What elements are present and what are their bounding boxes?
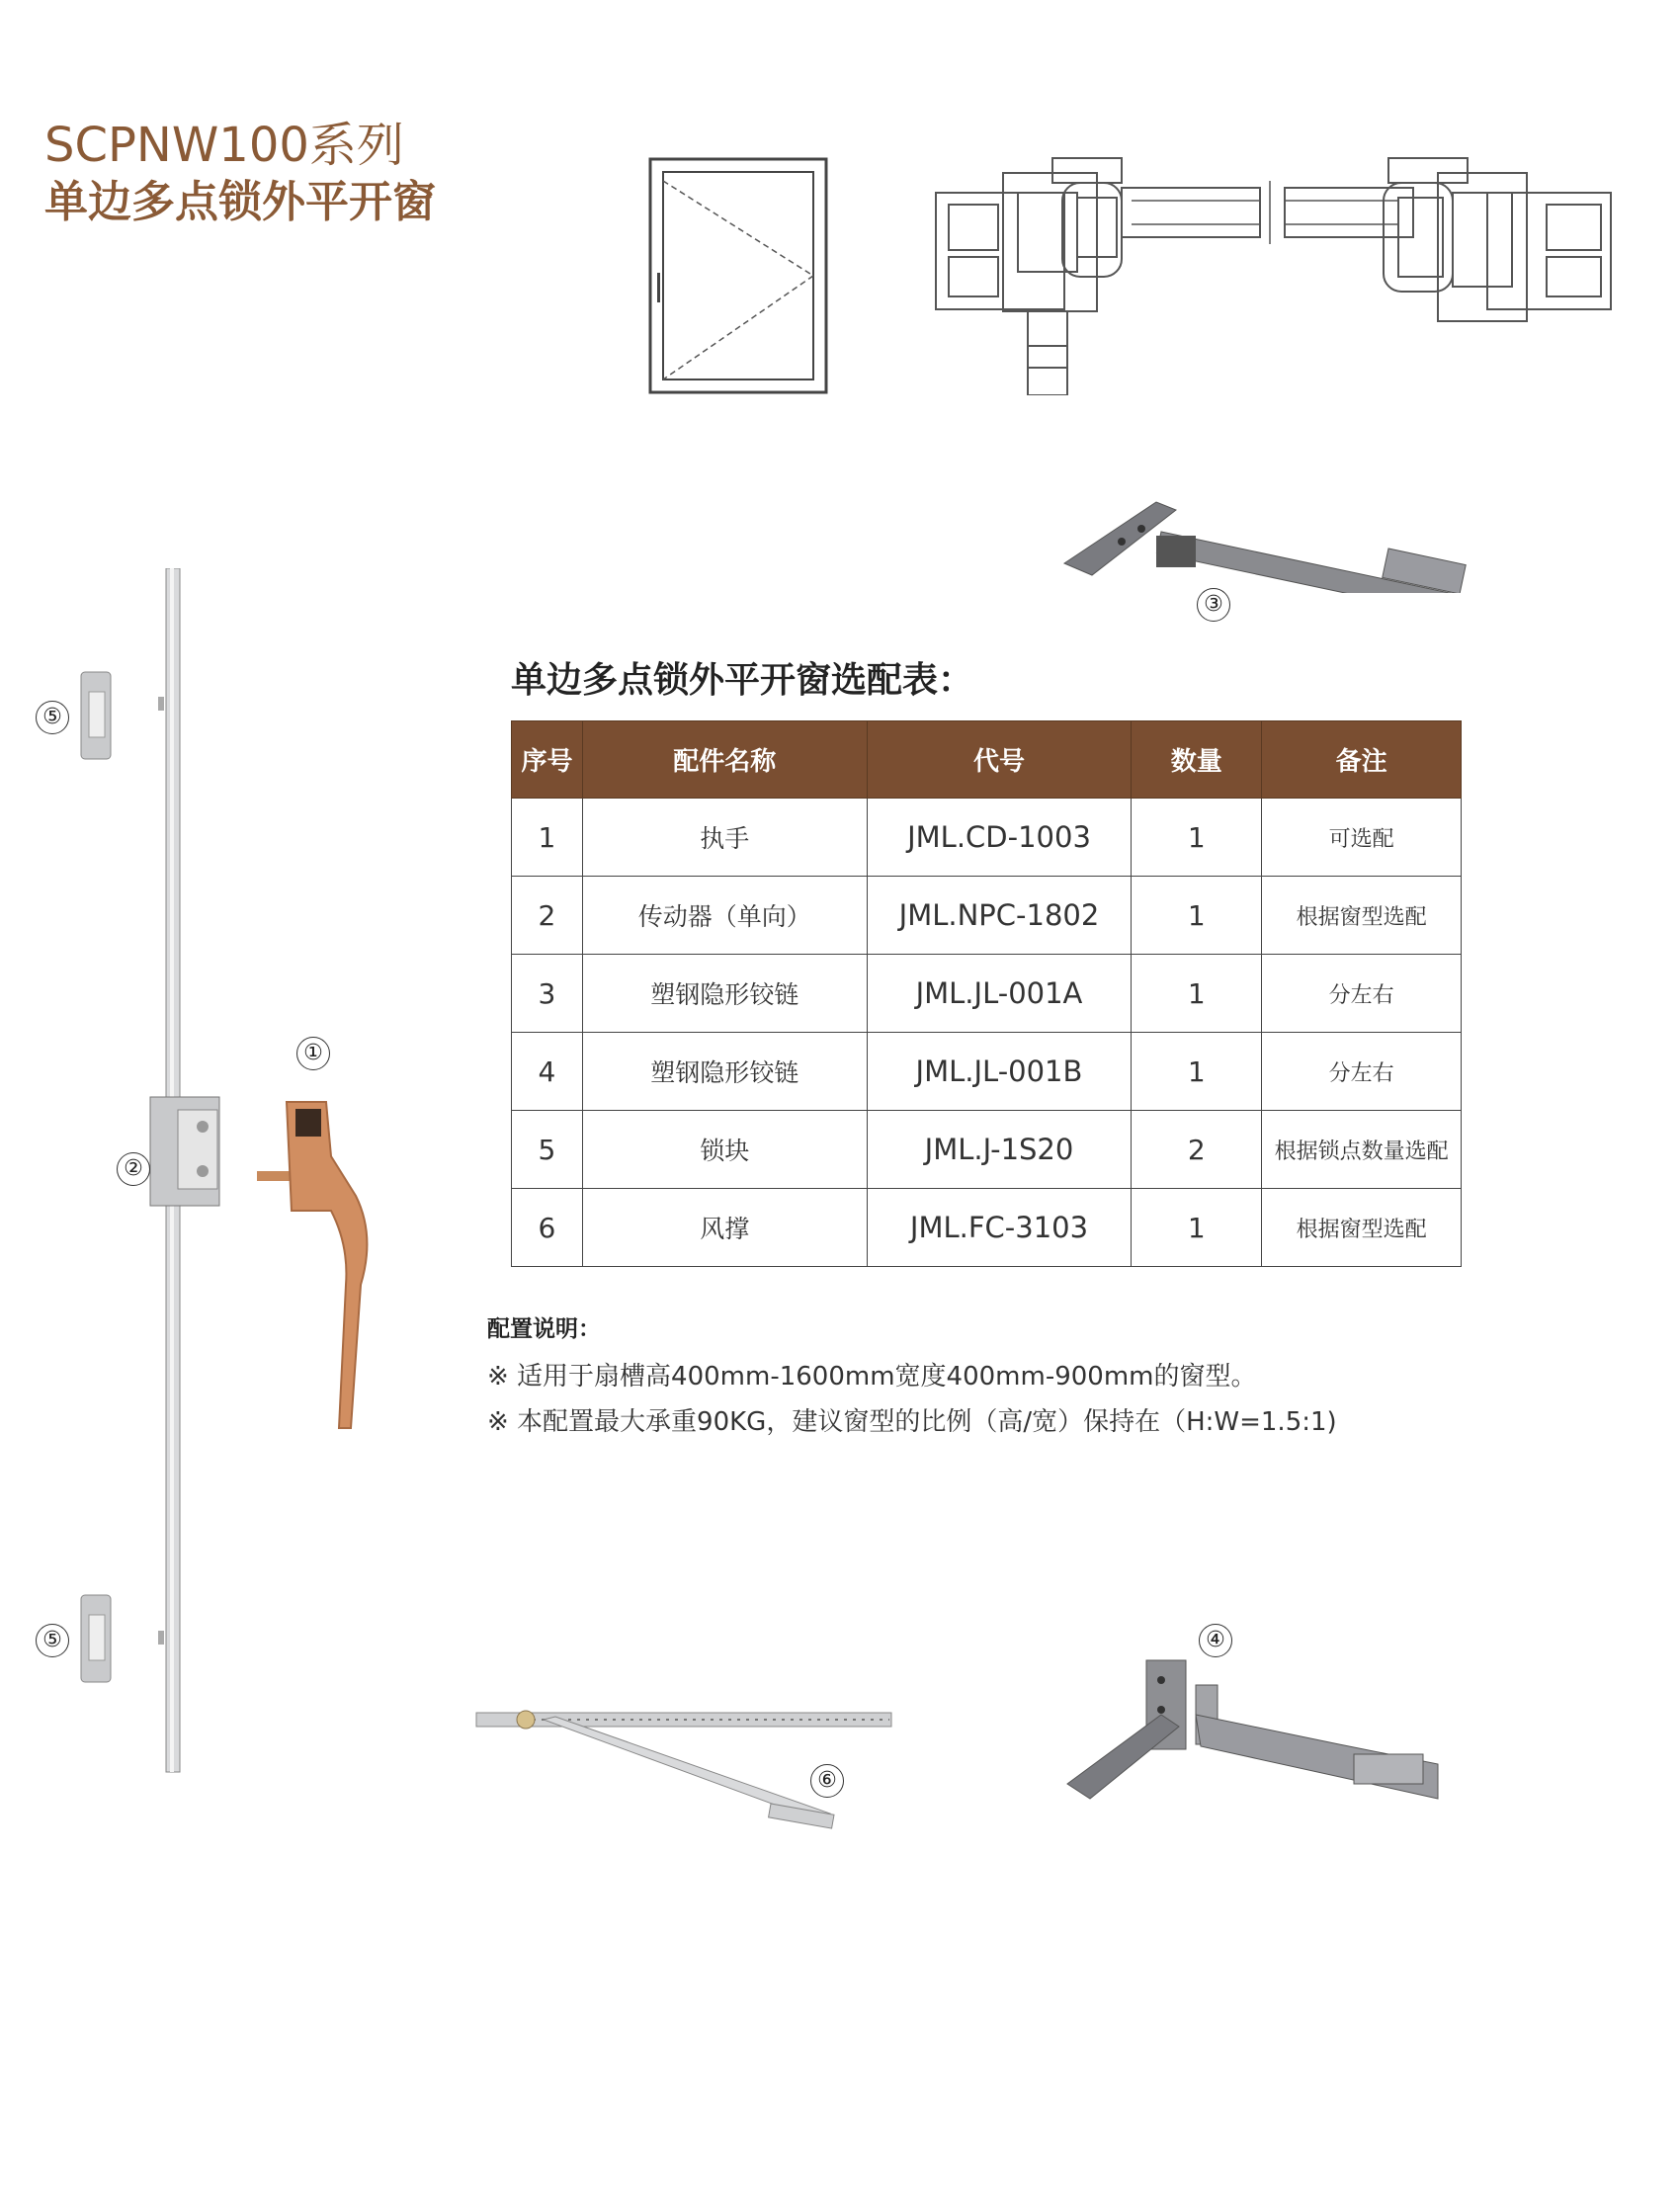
cell-remark: 根据锁点数量选配 — [1262, 1111, 1462, 1189]
lock-block-image — [79, 670, 115, 761]
hinge-001a-image — [1062, 494, 1497, 593]
note-line-2: ※ 本配置最大承重90KG，建议窗型的比例（高/宽）保持在（H:W=1.5:1) — [487, 1407, 1337, 1437]
cell-part-name: 塑钢隐形铰链 — [582, 955, 867, 1033]
config-table — [511, 720, 1462, 1267]
product-subtitle: 单边多点锁外平开窗 — [44, 177, 436, 227]
cell-remark: 分左右 — [1262, 955, 1462, 1033]
table-row — [512, 1111, 1462, 1189]
cell-part-name: 塑钢隐形铰链 — [582, 1033, 867, 1111]
callout-4: ④ — [1199, 1624, 1232, 1657]
table-row — [512, 1033, 1462, 1111]
cell-index: 3 — [512, 955, 583, 1033]
callout-5-bottom: ⑤ — [36, 1624, 69, 1657]
hinge-001b-image — [1062, 1655, 1453, 1804]
cell-qty: 1 — [1132, 1033, 1262, 1111]
cell-remark: 根据窗型选配 — [1262, 1189, 1462, 1267]
table-row — [512, 799, 1462, 877]
cell-part-name: 传动器（单向） — [582, 877, 867, 955]
callout-6: ⑥ — [810, 1764, 844, 1798]
cell-remark: 可选配 — [1262, 799, 1462, 877]
callout-5-top: ⑤ — [36, 701, 69, 734]
callout-3: ③ — [1197, 588, 1230, 622]
notes-heading: 配置说明： — [487, 1316, 601, 1342]
col-index: 序号 — [512, 721, 583, 799]
cell-index: 5 — [512, 1111, 583, 1189]
table-header-row — [512, 721, 1462, 799]
col-code: 代号 — [867, 721, 1132, 799]
cell-code: JML.NPC-1802 — [867, 877, 1132, 955]
table-row — [512, 955, 1462, 1033]
window-elevation-diagram — [647, 156, 830, 395]
col-remark: 备注 — [1262, 721, 1462, 799]
table-row — [512, 877, 1462, 955]
cell-code: JML.JL-001B — [867, 1033, 1132, 1111]
handle-image — [252, 1097, 390, 1433]
profile-section-diagram — [934, 153, 1616, 395]
cell-index: 6 — [512, 1189, 583, 1267]
cell-part-name: 执手 — [582, 799, 867, 877]
col-part-name: 配件名称 — [582, 721, 867, 799]
cell-code: JML.JL-001A — [867, 955, 1132, 1033]
series-title: SCPNW100系列 — [44, 118, 404, 173]
cell-part-name: 风撑 — [582, 1189, 867, 1267]
cell-qty: 2 — [1132, 1111, 1262, 1189]
cell-code: JML.J-1S20 — [867, 1111, 1132, 1189]
cell-qty: 1 — [1132, 955, 1262, 1033]
cell-remark: 分左右 — [1262, 1033, 1462, 1111]
callout-1: ① — [296, 1037, 330, 1070]
cell-qty: 1 — [1132, 799, 1262, 877]
col-qty: 数量 — [1132, 721, 1262, 799]
cell-code: JML.FC-3103 — [867, 1189, 1132, 1267]
table-title: 单边多点锁外平开窗选配表： — [511, 660, 974, 701]
lock-block-image — [79, 1593, 115, 1684]
cell-code: JML.CD-1003 — [867, 799, 1132, 877]
cell-remark: 根据窗型选配 — [1262, 877, 1462, 955]
cell-index: 1 — [512, 799, 583, 877]
cell-part-name: 锁块 — [582, 1111, 867, 1189]
cell-index: 2 — [512, 877, 583, 955]
cell-qty: 1 — [1132, 877, 1262, 955]
table-row — [512, 1189, 1462, 1267]
cell-index: 4 — [512, 1033, 583, 1111]
cell-qty: 1 — [1132, 1189, 1262, 1267]
transmission-rod-image — [148, 568, 237, 1774]
note-line-1: ※ 适用于扇槽高400mm-1600mm宽度400mm-900mm的窗型。 — [487, 1362, 1257, 1392]
callout-2: ② — [117, 1152, 150, 1186]
